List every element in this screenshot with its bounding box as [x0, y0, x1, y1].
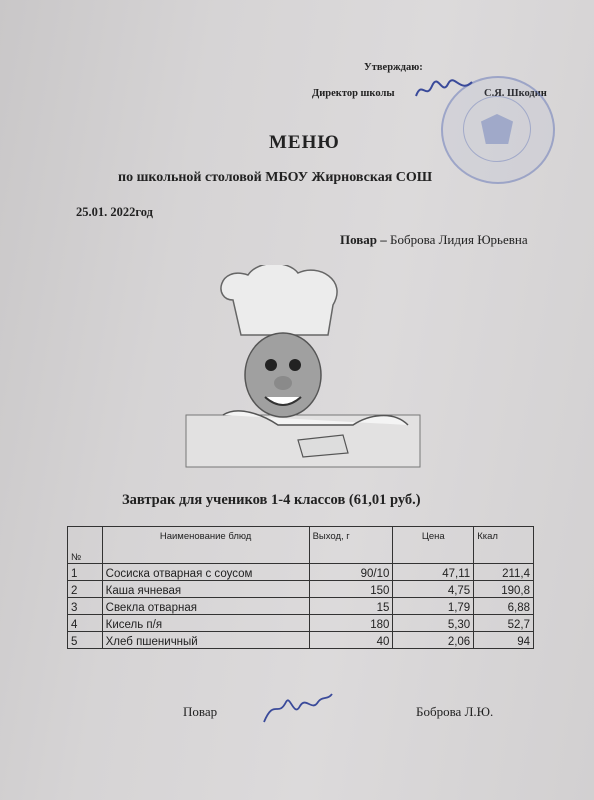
table-row: 5 Хлеб пшеничный 40 2,06 94	[68, 632, 534, 649]
table-row: 2 Каша ячневая 150 4,75 190,8	[68, 581, 534, 598]
col-kcal: Ккал	[474, 527, 534, 564]
menu-table	[67, 526, 534, 649]
director-title: Директор школы	[312, 88, 395, 99]
footer-cook-label: Повар	[183, 704, 218, 719]
breakfast-heading: Завтрак для учеников 1-4 классов (61,01 руб.)	[122, 492, 421, 508]
table-row: 1 Сосиска отварная с соусом 90/10 47,11 211,4	[68, 564, 534, 581]
cook-name: Боброва Лидия Юрьевна	[390, 232, 528, 247]
chef-illustration	[183, 265, 423, 470]
table-row: 4 Кисель п/я 180 5,30 52,7	[68, 615, 534, 632]
director-name: С.Я. Шкодин	[484, 88, 547, 99]
footer-cook-name: Боброва Л.Ю.	[416, 704, 494, 719]
page-title: МЕНЮ	[269, 132, 340, 153]
table-row: 3 Свекла отварная 15 1,79 6,88	[68, 598, 534, 615]
page-subtitle: по школьной столовой МБОУ Жирновская СОШ	[118, 170, 433, 185]
col-dish-name: Наименование блюд	[102, 527, 309, 564]
col-number: №	[68, 527, 103, 564]
cook-line	[340, 232, 528, 248]
table-header	[68, 527, 534, 564]
menu-date: 25.01. 2022год	[76, 205, 153, 219]
cook-label: Повар –	[340, 232, 387, 247]
director-signature	[412, 74, 476, 104]
col-price: Цена	[393, 527, 474, 564]
cook-signature	[260, 688, 336, 728]
approval-label: Утверждаю:	[364, 62, 423, 73]
col-output: Выход, г	[309, 527, 393, 564]
